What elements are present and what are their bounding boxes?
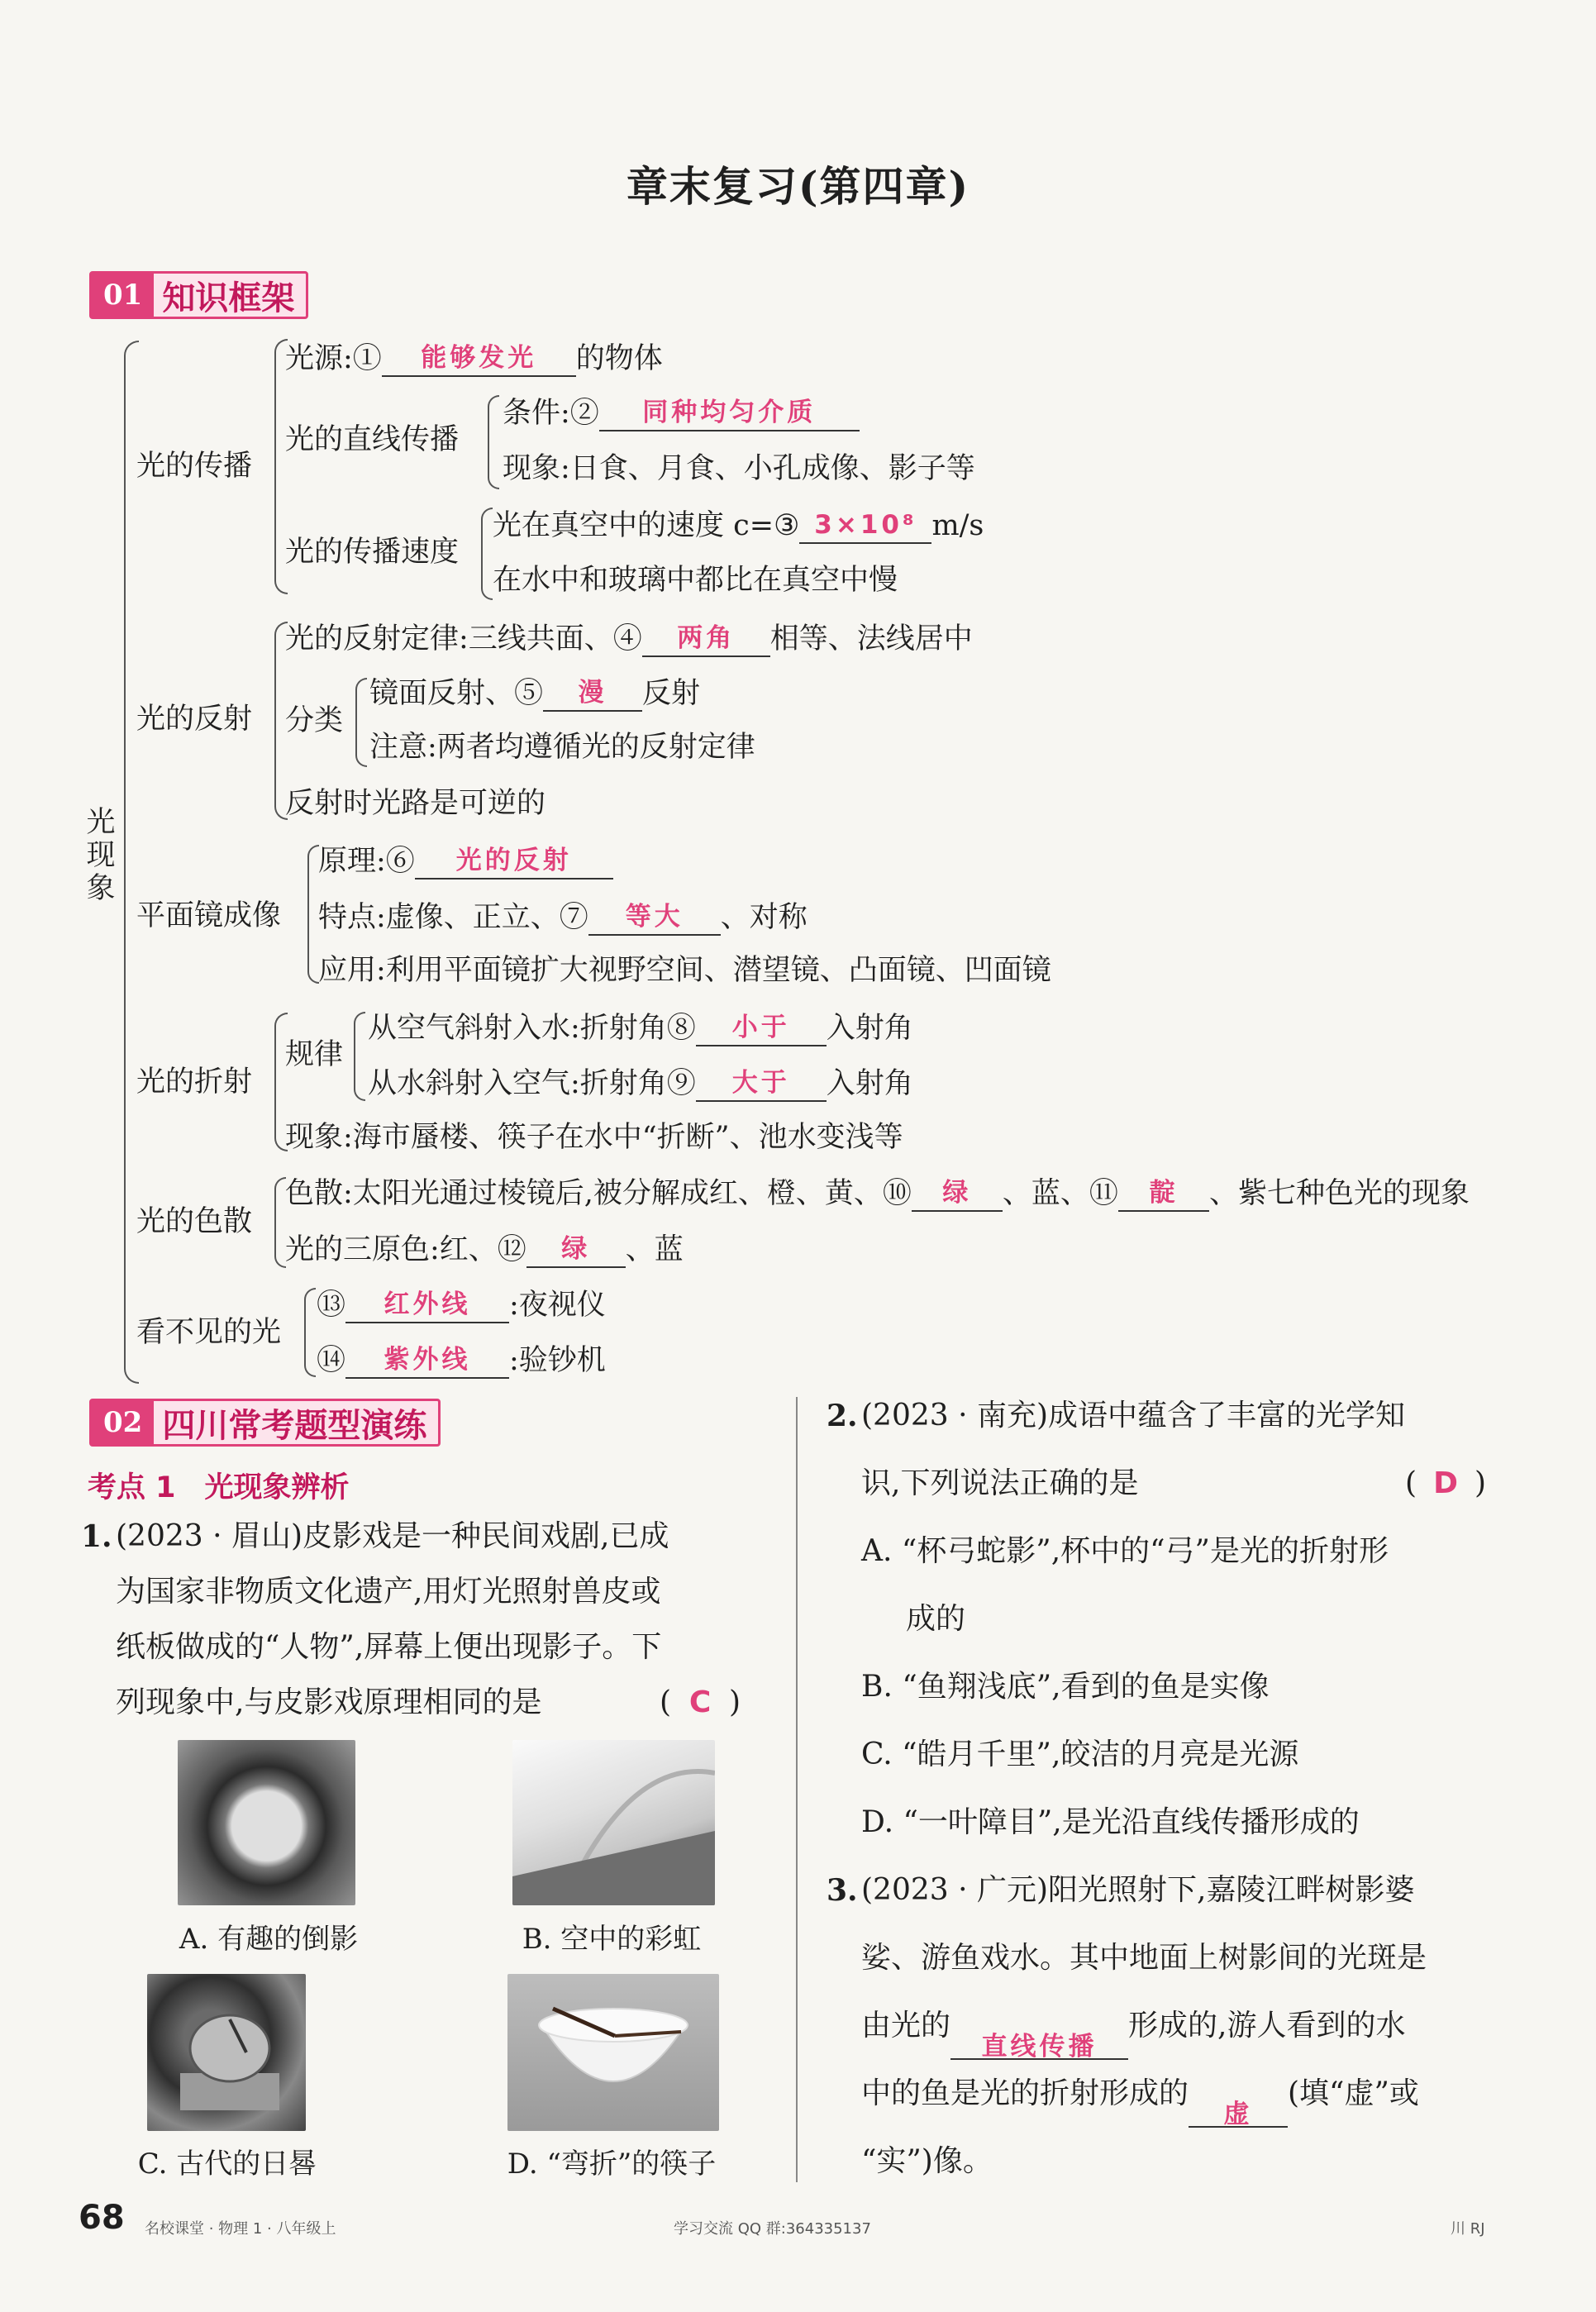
question-number: 2. xyxy=(827,1399,858,1433)
q2-option-a: A. “杯弓蛇影”,杯中的“弓”是光的折射形 xyxy=(861,1534,1389,1568)
answer-paren: ( D ) xyxy=(1405,1466,1487,1500)
photo-chopsticks xyxy=(507,1974,719,2131)
leaf-infrared: ⑬ 红外线 :夜视仪 xyxy=(317,1285,606,1323)
kaodian-label: 考点 1 光现象辨析 xyxy=(88,1471,350,1504)
q1-line-3: 纸板做成的“人物”,屏幕上便出现影子。下 xyxy=(116,1630,662,1664)
q3-line-4: 中的鱼是光的折射形成的虚(填“虚”或 xyxy=(861,2076,1419,2129)
answer-13: 红外线 xyxy=(384,1289,471,1319)
brace-types xyxy=(355,678,367,767)
q3-line-1: (2023 · 广元)阳光照射下,嘉陵江畔树影婆 xyxy=(861,1873,1415,1907)
leaf-features: 特点:虚像、正立、⑦ 等大 、对称 xyxy=(318,898,808,936)
node-speed: 光的传播速度 xyxy=(285,536,460,569)
answer-12: 绿 xyxy=(561,1234,591,1264)
option-d: D. “弯折”的筷子 xyxy=(507,2148,717,2181)
q3-line-3: 由光的直线传播形成的,游人看到的水 xyxy=(861,2009,1406,2062)
answer-6: 光的反射 xyxy=(455,846,572,875)
photo-rainbow xyxy=(512,1740,715,1905)
node-dispersion: 光的色散 xyxy=(136,1205,253,1238)
option-b: B. 空中的彩虹 xyxy=(522,1923,702,1956)
photo-reflection xyxy=(178,1740,355,1905)
q3-answer-1: 直线传播 xyxy=(981,2032,1098,2062)
q2-line-2: 识,下列说法正确的是 xyxy=(861,1466,1139,1500)
leaf-refraction-phenomena: 现象:海市蜃楼、筷子在水中“折断”、池水变浅等 xyxy=(285,1121,903,1154)
q2-line-1: (2023 · 南充)成语中蕴含了丰富的光学知 xyxy=(861,1399,1406,1432)
section-header-practice xyxy=(89,1399,441,1447)
column-divider xyxy=(796,1397,798,2182)
section-number: 02 xyxy=(92,1401,154,1444)
question-number: 3. xyxy=(827,1873,858,1908)
leaf-condition: 条件:② 同种均匀介质 xyxy=(503,393,860,431)
brace-rule xyxy=(354,1012,365,1101)
leaf-application: 应用:利用平面镜扩大视野空间、潜望镜、凸面镜、凹面镜 xyxy=(318,954,1051,987)
footer-book: 名校课堂 · 物理 1 · 八年级上 xyxy=(145,2220,336,2238)
node-rule: 规律 xyxy=(285,1038,344,1071)
leaf-speed-vacuum: 光在真空中的速度 c=③ 3×10⁸ m/s xyxy=(493,506,984,544)
section-label: 知识框架 xyxy=(162,278,295,317)
answer-paren: ( C ) xyxy=(660,1685,741,1719)
option-c: C. 古代的日晷 xyxy=(137,2148,317,2181)
q2-option-d: D. “一叶障目”,是光沿直线传播形成的 xyxy=(861,1805,1360,1839)
answer-4: 两角 xyxy=(677,623,736,653)
node-straight: 光的直线传播 xyxy=(285,423,460,456)
section-number: 01 xyxy=(92,274,154,317)
option-a: A. 有趣的倒影 xyxy=(179,1923,359,1956)
question-number: 1. xyxy=(81,1519,112,1554)
leaf-air-to-water: 从空气斜射入水:折射角⑧ 小于 入射角 xyxy=(368,1008,913,1046)
q2-option-b: B. “鱼翔浅底”,看到的鱼是实像 xyxy=(861,1670,1270,1704)
brace-mirror xyxy=(307,845,319,984)
node-propagation: 光的传播 xyxy=(136,450,253,483)
section-label: 四川常考题型演练 xyxy=(162,1405,427,1445)
answer-2: 同种均匀介质 xyxy=(642,398,817,427)
answer-11: 靛 xyxy=(1149,1178,1179,1208)
q3-line-5: “实”)像。 xyxy=(861,2144,993,2178)
brace-dispersion xyxy=(274,1177,286,1268)
leaf-reversible: 反射时光路是可逆的 xyxy=(285,787,546,820)
brace-speed xyxy=(481,508,493,600)
leaf-principle: 原理:⑥ 光的反射 xyxy=(318,841,613,880)
leaf-ultraviolet: ⑭ 紫外线 :验钞机 xyxy=(317,1341,606,1379)
leaf-source: 光源:① 能够发光 的物体 xyxy=(285,339,663,377)
leaf-phenomenon: 现象:日食、月食、小孔成像、影子等 xyxy=(503,452,975,485)
footer-qq: 学习交流 QQ 群:364335137 xyxy=(674,2220,871,2238)
leaf-primary-colors: 光的三原色:红、⑫ 绿 、蓝 xyxy=(285,1230,684,1268)
node-types: 分类 xyxy=(285,704,344,737)
answer-7: 等大 xyxy=(625,902,684,932)
brace-invisible xyxy=(304,1288,316,1377)
node-plane-mirror: 平面镜成像 xyxy=(136,899,282,932)
q2-option-c: C. “皓月千里”,皎洁的月亮是光源 xyxy=(861,1738,1299,1771)
answer-1: 能够发光 xyxy=(421,343,537,373)
leaf-water-to-air: 从水斜射入空气:折射角⑨ 大于 入射角 xyxy=(368,1064,913,1102)
node-refraction: 光的折射 xyxy=(136,1065,253,1099)
answer-8: 小于 xyxy=(731,1013,790,1042)
page-title: 章末复习(第四章) xyxy=(626,162,970,211)
brace-straight xyxy=(488,395,499,489)
footer-edition: 川 RJ xyxy=(1451,2220,1485,2238)
q3-answer-2: 虚 xyxy=(1223,2100,1253,2129)
photo-sundial xyxy=(147,1974,306,2131)
answer-10: 绿 xyxy=(942,1178,972,1208)
q1-line-2: 为国家非物质文化遗产,用灯光照射兽皮或 xyxy=(116,1575,661,1609)
answer-5: 漫 xyxy=(578,678,607,708)
q3-line-2: 娑、游鱼戏水。其中地面上树影间的光斑是 xyxy=(861,1941,1427,1975)
node-reflection: 光的反射 xyxy=(136,703,253,736)
leaf-dispersion: 色散:太阳光通过棱镜后,被分解成红、橙、黄、⑩ 绿 、蓝、⑪ 靛 、紫七种色光的现象 xyxy=(285,1174,1470,1212)
section-header-framework xyxy=(89,271,308,319)
q1-line-4: 列现象中,与皮影戏原理相同的是 xyxy=(116,1685,542,1719)
page-number: 68 xyxy=(79,2199,125,2237)
leaf-speed-media: 在水中和玻璃中都比在真空中慢 xyxy=(493,564,898,597)
answer-9: 大于 xyxy=(731,1068,790,1098)
leaf-note: 注意:两者均遵循光的反射定律 xyxy=(369,731,755,764)
answer-14: 紫外线 xyxy=(384,1345,471,1375)
framework-root: 光现象 xyxy=(86,806,116,905)
node-invisible: 看不见的光 xyxy=(136,1316,282,1349)
leaf-reflection-law: 光的反射定律:三线共面、④ 两角 相等、法线居中 xyxy=(285,619,973,657)
leaf-mirror-diffuse: 镜面反射、⑤ 漫 反射 xyxy=(369,674,700,712)
answer-3: 3×10⁸ xyxy=(814,510,917,540)
q1-line-1: (2023 · 眉山)皮影戏是一种民间戏剧,已成 xyxy=(116,1519,669,1553)
q2-option-a-cont: 成的 xyxy=(906,1602,966,1636)
